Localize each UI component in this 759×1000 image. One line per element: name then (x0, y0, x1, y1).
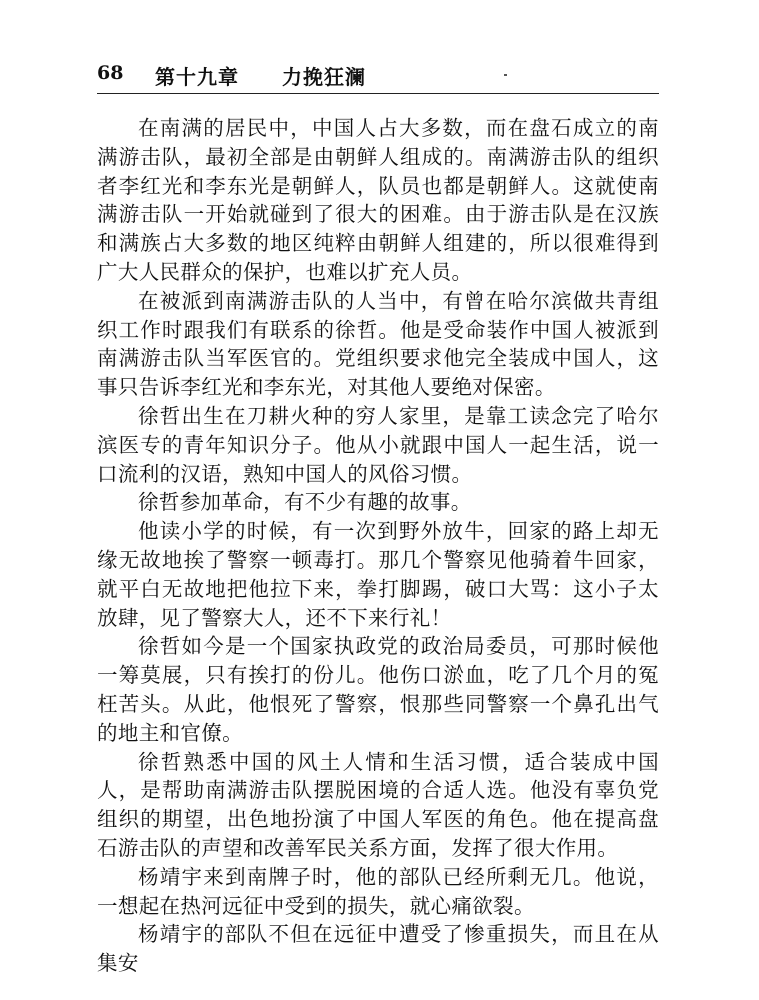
paragraph: 徐哲出生在刀耕火种的穷人家里，是靠工读念完了哈尔滨医专的青年知识分子。他从小就跟中国人一起生活，说一口流利的汉语，熟知中国人的风俗习惯。 (97, 403, 659, 486)
scan-speck (504, 74, 507, 76)
paragraph: 在南满的居民中，中国人占大多数，而在盘石成立的南满游击队，最初全部是由朝鲜人组成的。南满游击队的组织者李红光和李东光是朝鲜人，队员也都是朝鲜人。这就使南满游击队一开始就碰到了很大的困难。由于游击队是在汉族和满族占大多数的地区纯粹由朝鲜人组建的，所以很难得到广大人民群众的保护，也难以扩充人员。 (97, 116, 659, 284)
header-rule (97, 93, 659, 94)
running-header (97, 58, 659, 90)
paragraph: 徐哲熟悉中国的风土人情和生活习惯，适合装成中国人，是帮助南满游击队摆脱困境的合适人选。他没有辜负党组织的期望，出色地扮演了中国人军医的角色。他在提高盘石游击队的声望和改善军民关系方面，发挥了很大作用。 (97, 749, 659, 860)
paragraph: 在被派到南满游击队的人当中，有曾在哈尔滨做共青组织工作时跟我们有联系的徐哲。他是受命装作中国人被派到南满游击队当军医官的。党组织要求他完全装成中国人，这事只告诉李红光和李东光，对其他人要绝对保密。 (97, 288, 659, 400)
paragraph: 徐哲如今是一个国家执政党的政治局委员，可那时候他一筹莫展，只有挨打的份儿。他伤口淤血，吃了几个月的冤枉苦头。从此，他恨死了警察，恨那些同警察一个鼻孔出气的地主和官僚。 (97, 634, 659, 745)
paragraph: 杨靖宇的部队不但在远征中遭受了惨重损失，而且在从集安 (97, 922, 659, 976)
body-text (97, 114, 659, 978)
chapter-label: 第十九章 (155, 65, 239, 89)
paragraph: 他读小学的时候，有一次到野外放牛，回家的路上却无缘无故地挨了警察一顿毒打。那几个警察见他骑着牛回家，就平白无故地把他拉下来，拳打脚踢，破口大骂：这小子太放肆，见了警察大人，还不下来行礼！ (97, 519, 659, 630)
page-number: 68 (97, 62, 124, 84)
paragraph: 徐哲参加革命，有不少有趣的故事。 (138, 490, 472, 515)
chapter-title: 力挽狂澜 (282, 65, 366, 89)
paragraph: 杨靖宇来到南牌子时，他的部队已经所剩无几。他说，一想起在热河远征中受到的损失，就心痛欲裂。 (97, 864, 659, 918)
